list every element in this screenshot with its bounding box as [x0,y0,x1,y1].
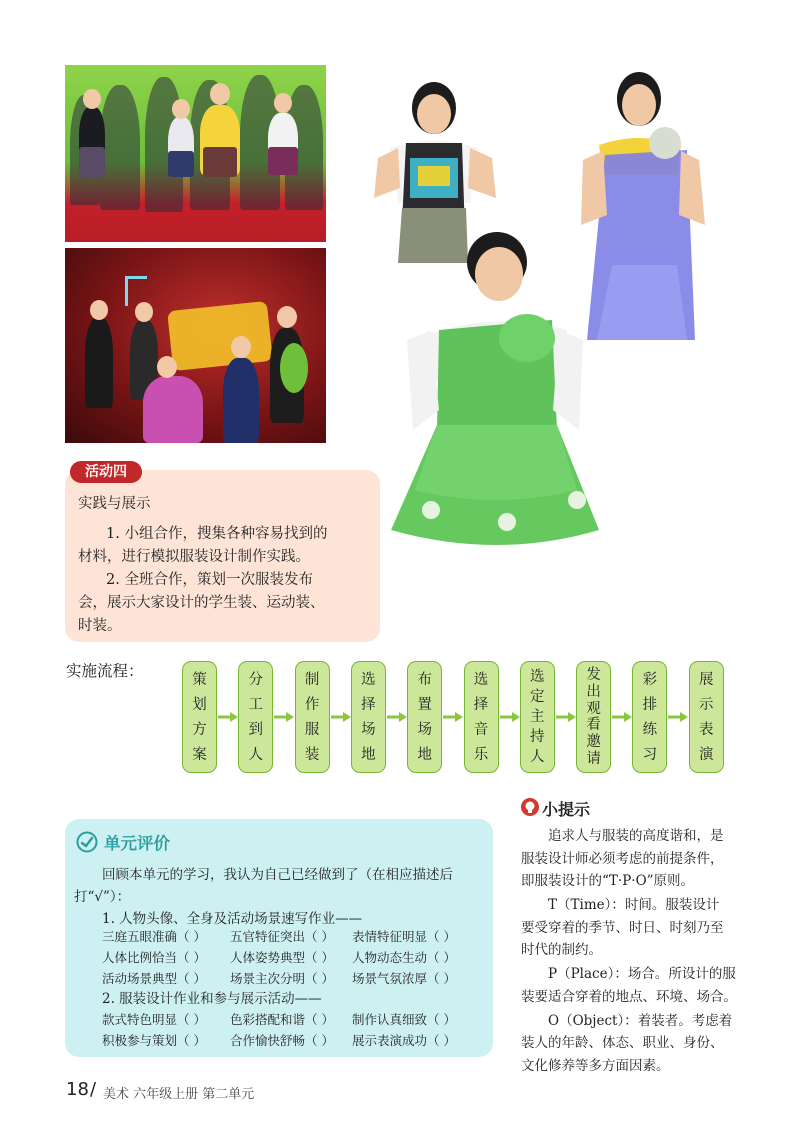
evaluation-item: 积极参与策划（ ） [102,1033,206,1048]
tips-line: O（Object）：着装者。考虑着 [548,1012,733,1029]
flow-step-4 [351,661,386,773]
activity-p2-line3: 时装。 [78,618,122,634]
activity-p2-line2: 会，展示大家设计的学生装、运动装、 [78,595,325,611]
activity-tag: 活动四 [70,461,142,483]
flow-step-char: 划 [192,696,207,713]
flow-step-char: 习 [642,746,658,763]
flow-step-char: 主 [530,709,545,725]
evaluation-title: 单元评价 [104,834,170,853]
flow-step-char: 装 [304,746,320,763]
flow-step-char: 示 [698,696,714,713]
evaluation-item: 人体比例恰当（ ） [102,950,206,965]
flow-step-1 [182,661,217,773]
tips-line: P（Place）：场合。所设计的服 [548,966,736,982]
flow-arrow-icon [443,711,463,723]
tips-title: 小提示 [542,800,591,819]
flow-step-char: 彩 [642,671,658,688]
tips-line: 服装设计师必须考虑的前提条件， [521,850,724,867]
evaluation-item: 表情特征明显（ ） [352,929,456,944]
flow-arrow-icon [612,711,632,723]
evaluation-item: 合作愉快舒畅（ ） [230,1033,334,1048]
flow-step-char: 定 [530,689,545,705]
flow-step-char: 排 [642,696,658,713]
flow-step-char: 策 [192,671,207,688]
flow-step-char: 观 [586,700,601,717]
flow-step-char: 地 [417,746,432,763]
flow-label: 实施流程： [66,662,144,680]
activity-p2-line1: 2. 全班合作，策划一次服装发布 [106,572,313,588]
evaluation-icon [76,831,98,853]
evaluation-item: 人物动态生动（ ） [352,950,456,965]
flow-step-char: 请 [586,750,601,767]
flow-step-char: 人 [530,749,545,765]
tips-line: 时代的制约。 [521,942,602,958]
evaluation-item: 色彩搭配和谐（ ） [230,1012,334,1027]
activity-p1-line1: 1. 小组合作，搜集各种容易找到的 [106,526,328,542]
evaluation-item: 活动场景典型（ ） [102,971,206,986]
activity-heading: 实践与展示 [78,496,151,512]
flow-arrow-icon [218,711,238,723]
activity-p1-line2: 材料，进行模拟服装设计制作实践。 [78,549,310,565]
tips-line: 文化修养等多方面因素。 [521,1057,670,1074]
tips-line: 即服装设计的“T·P·O”原则。 [521,873,695,889]
evaluation-item: 展示表演成功（ ） [352,1033,456,1048]
flow-step-char: 择 [361,696,376,713]
flow-step-char: 作 [304,696,320,713]
flow-step-char: 置 [417,696,432,713]
flow-arrow-icon [500,711,520,723]
tips-line: 装要适合穿着的地点、环境、场合。 [521,988,737,1005]
evaluation-intro-line1: 回顾本单元的学习，我认为自己已经做到了（在相应描述后 [102,867,453,883]
flow-step-char: 制 [304,671,320,688]
evaluation-item: 五官特征突出（ ） [230,929,334,944]
flow-step-char: 服 [304,721,320,738]
flow-arrow-icon [274,711,294,723]
evaluation-section2: 2. 服装设计作业和参与展示活动—— [102,991,322,1007]
flow-step-char: 乐 [473,746,489,763]
flow-step-char: 发 [586,667,601,684]
flow-step-char: 场 [417,721,432,738]
page-number: 18 [66,1079,89,1100]
flow-step-10 [689,661,724,773]
stage-performance-photo [65,248,326,443]
tips-bulb-icon [520,797,540,817]
evaluation-item: 款式特色明显（ ） [102,1012,206,1027]
tips-line: T（Time）：时间。服装设计 [548,897,720,913]
flow-step-char: 邀 [586,733,601,750]
flow-step-char: 布 [417,671,432,688]
flow-arrow-icon [668,711,688,723]
flow-step-char: 地 [361,746,376,763]
flow-step-char: 演 [698,746,714,763]
flow-arrow-icon [387,711,407,723]
flow-step-3 [295,661,330,773]
flow-step-char: 持 [530,729,545,745]
flow-step-9 [632,661,667,773]
footer-slash: / [90,1079,97,1100]
flow-step-5 [407,661,442,773]
flow-step-char: 练 [642,721,658,738]
footer-text: 美术 六年级上册 第二单元 [103,1087,255,1102]
flow-arrow-icon [331,711,351,723]
flow-step-7 [520,661,555,773]
evaluation-section1: 1. 人物头像、全身及活动场景速写作业—— [102,911,363,927]
flow-step-char: 表 [698,721,714,738]
evaluation-intro-line2: 打“√”）： [74,889,131,905]
tips-line: 要受穿着的季节、时日、时刻乃至 [521,919,724,936]
tips-line: 追求人与服装的高度谐和，是 [548,828,724,844]
flow-step-char: 音 [473,721,489,738]
flow-step-char: 择 [473,696,489,713]
flow-step-char: 工 [248,696,264,713]
flow-step-char: 人 [248,746,264,763]
evaluation-item: 制作认真细致（ ） [352,1012,456,1027]
flow-step-char: 选 [473,671,489,688]
flow-step-char: 选 [361,671,376,688]
flow-step-8 [576,661,611,773]
flow-step-char: 看 [586,717,601,734]
flow-step-char: 选 [530,669,545,685]
flow-step-char: 分 [248,671,264,688]
evaluation-item: 场景气氛浓厚（ ） [352,971,456,986]
flow-step-char: 出 [586,683,601,700]
flow-step-6 [464,661,499,773]
flow-step-2 [238,661,273,773]
fashion-show-photo [65,65,326,242]
flow-arrow-icon [556,711,576,723]
evaluation-item: 三庭五眼准确（ ） [102,929,206,944]
tips-line: 装人的年龄、体态、职业、身份、 [521,1035,724,1051]
flow-step-char: 到 [248,721,264,738]
evaluation-item: 场景主次分明（ ） [230,971,334,986]
flow-step-char: 场 [361,721,376,738]
flow-step-char: 案 [192,746,207,763]
flow-step-char: 展 [698,671,714,688]
flow-step-char: 方 [192,721,207,738]
model-green-dress [387,230,602,555]
evaluation-item: 人体姿势典型（ ） [230,950,334,965]
